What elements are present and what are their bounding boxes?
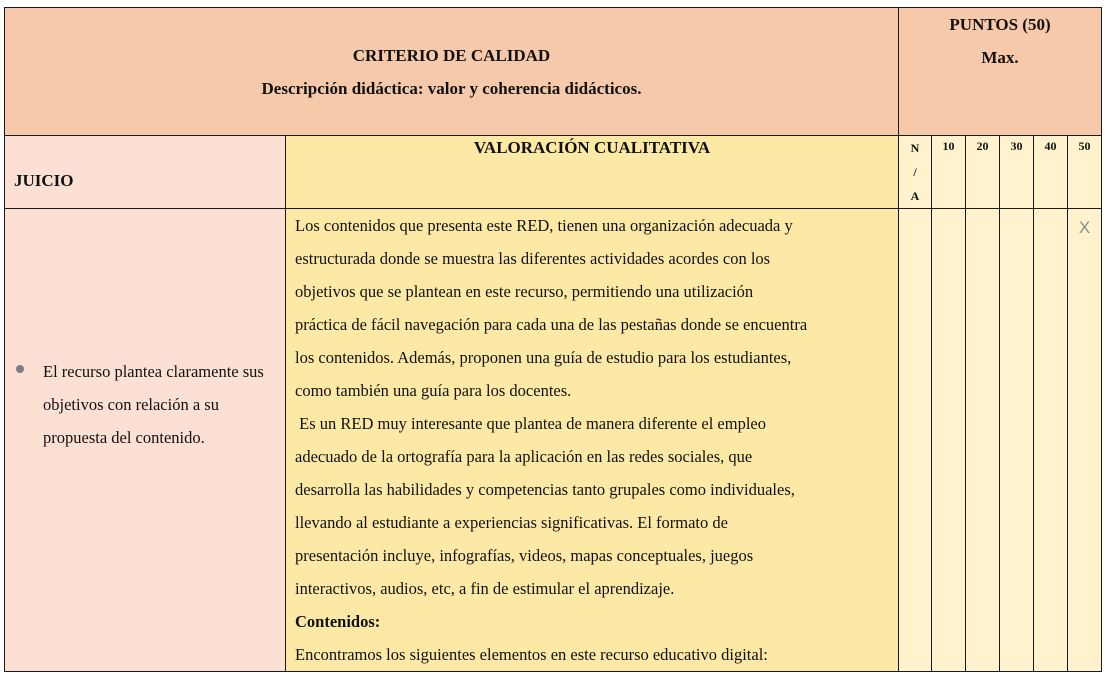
puntos-title: PUNTOS (50) xyxy=(949,15,1051,34)
juicio-header: JUICIO xyxy=(5,136,286,209)
valoracion-line: Es un RED muy interesante que plantea de manera diferente el empleo xyxy=(295,414,766,433)
evaluation-table xyxy=(4,7,1102,672)
valoracion-line: desarrolla las habilidades y competencias tanto grupales como individuales, xyxy=(295,480,795,499)
column-header-row xyxy=(5,136,1102,209)
evaluation-row xyxy=(5,209,1102,672)
criterio-cell xyxy=(5,8,899,136)
score-header-50: 50 xyxy=(1068,136,1102,209)
valoracion-line: los contenidos. Además, proponen una guía de estudio para los estudiantes, xyxy=(295,348,792,367)
valoracion-line: objetivos que se plantean en este recurso, permitiendo una utilización xyxy=(295,282,754,301)
na-letter-slash: / xyxy=(913,165,917,179)
selected-score-mark: X xyxy=(1078,218,1091,237)
na-header xyxy=(899,136,932,209)
valoracion-cell xyxy=(286,209,899,672)
score-cell-50 xyxy=(1068,209,1102,672)
score-cell-20 xyxy=(966,209,1000,672)
score-cell-40 xyxy=(1034,209,1068,672)
score-cell-na xyxy=(899,209,932,672)
criterio-title: CRITERIO DE CALIDAD xyxy=(352,45,551,65)
score-header-20: 20 xyxy=(966,136,1000,209)
score-header-10: 10 xyxy=(932,136,966,209)
na-letter-a: A xyxy=(910,189,920,203)
contenidos-text: Encontramos los siguientes elementos en este recurso educativo digital: xyxy=(295,645,768,664)
valoracion-header: VALORACIÓN CUALITATIVA xyxy=(286,136,899,209)
valoracion-line: estructurada donde se muestra las diferentes actividades acordes con los xyxy=(295,249,771,268)
valoracion-line: como también una guía para los docentes. xyxy=(295,381,572,400)
contenidos-heading: Contenidos: xyxy=(295,612,381,631)
juicio-cell xyxy=(5,209,286,672)
bullet-icon xyxy=(16,365,24,373)
valoracion-line: práctica de fácil navegación para cada una de las pestañas donde se encuentra xyxy=(295,315,808,334)
score-cell-10 xyxy=(932,209,966,672)
header-row xyxy=(5,8,1102,136)
score-cell-30 xyxy=(1000,209,1034,672)
juicio-item-text: El recurso plantea claramente sus objetivos con relación a su propuesta del contenido. xyxy=(43,361,264,447)
puntos-cell xyxy=(899,8,1102,136)
juicio-item xyxy=(13,355,279,454)
criterio-subtitle: Descripción didáctica: valor y coherencia didácticos. xyxy=(261,78,642,98)
na-letter-n: N xyxy=(910,141,920,155)
puntos-max: Max. xyxy=(981,48,1019,67)
valoracion-line: Los contenidos que presenta este RED, tienen una organización adecuada y xyxy=(295,216,793,235)
valoracion-line: llevando al estudiante a experiencias significativas. El formato de xyxy=(295,513,728,532)
juicio-list xyxy=(13,355,279,454)
valoracion-line: adecuado de la ortografía para la aplicación en las redes sociales, que xyxy=(295,447,753,466)
valoracion-line: presentación incluye, infografías, videos, mapas conceptuales, juegos xyxy=(295,546,754,565)
score-header-30: 30 xyxy=(1000,136,1034,209)
score-header-40: 40 xyxy=(1034,136,1068,209)
valoracion-line: interactivos, audios, etc, a fin de estimular el aprendizaje. xyxy=(295,579,675,598)
